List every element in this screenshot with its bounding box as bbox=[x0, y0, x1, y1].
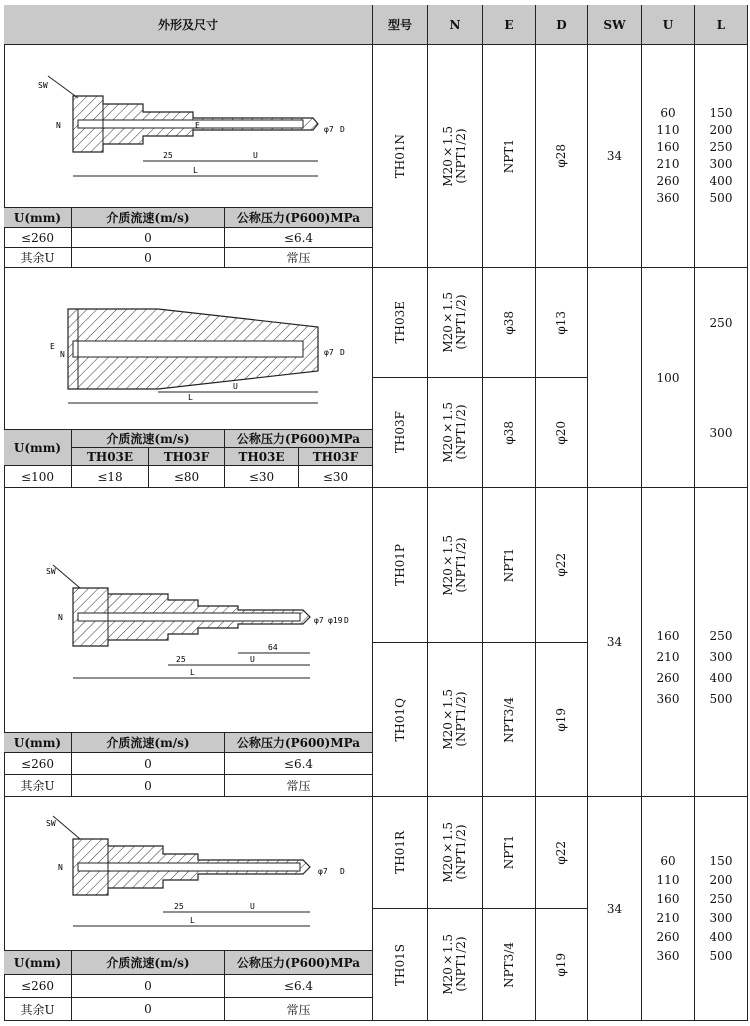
e-value: NPT3/4 bbox=[501, 696, 516, 743]
u-label: U bbox=[250, 655, 255, 664]
model-cell bbox=[373, 268, 428, 378]
e-value: φ38 bbox=[501, 310, 516, 335]
row-velocity: 0 bbox=[72, 998, 225, 1021]
u-value: 110 bbox=[656, 872, 680, 887]
u-value: 260 bbox=[656, 174, 680, 188]
l-label: L bbox=[190, 915, 195, 925]
row-pressure: ≤6.4 bbox=[225, 228, 373, 248]
sub-model-th03f: TH03F bbox=[299, 448, 373, 466]
model-th01p: TH01P bbox=[392, 544, 407, 586]
sub-header-u: U(mm) bbox=[4, 430, 72, 466]
row-u: 其余U bbox=[4, 998, 72, 1021]
l-value: 300 bbox=[709, 157, 733, 171]
row-velocity: 0 bbox=[72, 228, 225, 248]
e-value: φ38 bbox=[501, 420, 516, 445]
sw-value: 34 bbox=[606, 901, 623, 916]
d-value: φ19 bbox=[554, 707, 568, 732]
model-th03e: TH03E bbox=[392, 301, 407, 344]
n-label: N bbox=[56, 121, 61, 130]
model-cell bbox=[373, 488, 428, 643]
n-cell bbox=[428, 488, 483, 643]
sub-header-velocity: 介质流速(m/s) bbox=[72, 430, 225, 448]
header-d: D bbox=[536, 5, 588, 45]
u-label: U bbox=[233, 381, 238, 391]
thermowell-drawing-th01pq bbox=[18, 510, 358, 710]
header-shape: 外形及尺寸 bbox=[4, 5, 373, 45]
drawing-cell-4 bbox=[4, 797, 373, 951]
row-velocity: 0 bbox=[72, 775, 225, 797]
e-value: NPT1 bbox=[501, 138, 516, 174]
model-th01s: TH01S bbox=[392, 943, 407, 986]
l-value: 250 bbox=[709, 891, 733, 906]
l-value: 300 bbox=[709, 425, 733, 440]
sw-label: SW bbox=[38, 81, 48, 90]
e-label: E bbox=[50, 341, 55, 351]
phi7-label: φ7 bbox=[324, 347, 334, 357]
d-cell bbox=[536, 488, 588, 643]
u-value: 210 bbox=[656, 157, 680, 171]
sw-value: 34 bbox=[606, 149, 623, 163]
row-u: 其余U bbox=[4, 775, 72, 797]
u-values bbox=[657, 105, 680, 207]
n-cell bbox=[428, 378, 483, 488]
sub-header-pressure: 公称压力(P600)MPa bbox=[225, 208, 373, 228]
n-value: M20×1.5 (NPT1/2) bbox=[441, 534, 468, 596]
row-velocity-th03e: ≤18 bbox=[72, 466, 149, 488]
l-value: 150 bbox=[709, 106, 733, 120]
d-label: D bbox=[340, 125, 345, 134]
e-cell bbox=[483, 909, 536, 1021]
model-th01n: TH01N bbox=[392, 133, 407, 179]
row-pressure: 常压 bbox=[225, 998, 373, 1021]
u-value: 360 bbox=[656, 948, 680, 963]
l-cell bbox=[695, 797, 748, 1021]
d-value: φ19 bbox=[554, 952, 568, 977]
u-label: U bbox=[250, 901, 255, 911]
drawing-cell-3 bbox=[4, 488, 373, 733]
n-cell bbox=[428, 909, 483, 1021]
u-value: 210 bbox=[656, 910, 680, 925]
model-th01q: TH01Q bbox=[392, 697, 407, 742]
header-model: 型号 bbox=[373, 5, 428, 45]
n-cell bbox=[428, 797, 483, 909]
d-cell bbox=[536, 268, 588, 378]
sub-header-u: U(mm) bbox=[4, 208, 72, 228]
row-pressure: ≤6.4 bbox=[225, 975, 373, 998]
e-cell bbox=[483, 797, 536, 909]
row-velocity-th03f: ≤80 bbox=[149, 466, 225, 488]
l-value: 500 bbox=[709, 191, 733, 205]
row-velocity: 0 bbox=[72, 248, 225, 268]
d-value: φ22 bbox=[554, 840, 568, 865]
l-value: 150 bbox=[709, 853, 733, 868]
sub-model-th03f: TH03F bbox=[149, 448, 225, 466]
d-cell bbox=[536, 797, 588, 909]
row-pressure-th03f: ≤30 bbox=[299, 466, 373, 488]
u-value: 60 bbox=[660, 853, 676, 868]
sub-header-pressure: 公称压力(P600)MPa bbox=[225, 733, 373, 753]
d-value: φ28 bbox=[554, 144, 568, 168]
u-value: 160 bbox=[656, 629, 680, 643]
n-value: M20×1.5 (NPT1/2) bbox=[441, 402, 468, 463]
u-value: 260 bbox=[656, 929, 680, 944]
l-label: L bbox=[190, 668, 195, 677]
u-cell bbox=[642, 268, 695, 488]
e-cell bbox=[483, 643, 536, 797]
sub-header-u: U(mm) bbox=[4, 951, 72, 975]
phi7-label: φ7 bbox=[324, 125, 334, 134]
dim-64: 64 bbox=[268, 643, 278, 652]
model-th03f: TH03F bbox=[392, 411, 407, 454]
n-value: M20×1.5 (NPT1/2) bbox=[441, 125, 468, 187]
d-cell bbox=[536, 643, 588, 797]
header-l: L bbox=[695, 5, 748, 45]
e-cell bbox=[483, 488, 536, 643]
e-value: NPT3/4 bbox=[501, 941, 516, 988]
sw-cell bbox=[588, 797, 642, 1021]
phi19-label: φ19 bbox=[328, 616, 343, 625]
n-label: N bbox=[58, 613, 63, 622]
e-value: NPT1 bbox=[501, 835, 516, 870]
n-label: N bbox=[60, 349, 65, 359]
e-cell bbox=[483, 378, 536, 488]
n-label: N bbox=[58, 862, 63, 872]
phi7-label: φ7 bbox=[318, 866, 328, 876]
model-cell bbox=[373, 378, 428, 488]
d-value: φ20 bbox=[554, 420, 568, 445]
u-value: 160 bbox=[656, 891, 680, 906]
u-values bbox=[657, 852, 680, 966]
u-cell bbox=[642, 45, 695, 268]
u-cell bbox=[642, 797, 695, 1021]
thermowell-drawing-th01n bbox=[18, 56, 358, 196]
model-cell bbox=[373, 909, 428, 1021]
l-cell bbox=[695, 488, 748, 797]
row-u: 其余U bbox=[4, 248, 72, 268]
thermowell-drawing-th01rs bbox=[18, 804, 358, 944]
u-value: 160 bbox=[656, 140, 680, 154]
l-value: 300 bbox=[709, 910, 733, 925]
sub-header-velocity: 介质流速(m/s) bbox=[72, 733, 225, 753]
row-u: ≤100 bbox=[4, 466, 72, 488]
n-value: M20×1.5 (NPT1/2) bbox=[441, 689, 468, 750]
u-values bbox=[657, 626, 680, 710]
sw-label: SW bbox=[46, 818, 56, 828]
u-value: 260 bbox=[656, 671, 680, 685]
e-label: E bbox=[195, 121, 200, 130]
l-cell bbox=[695, 45, 748, 268]
n-cell bbox=[428, 268, 483, 378]
n-value: M20×1.5 (NPT1/2) bbox=[441, 292, 468, 353]
row-pressure: 常压 bbox=[225, 775, 373, 797]
u-value: 110 bbox=[656, 123, 680, 137]
sub-header-velocity: 介质流速(m/s) bbox=[72, 208, 225, 228]
model-cell bbox=[373, 45, 428, 268]
header-sw: SW bbox=[588, 5, 642, 45]
row-u: ≤260 bbox=[4, 975, 72, 998]
model-cell bbox=[373, 643, 428, 797]
d-cell bbox=[536, 909, 588, 1021]
e-value: NPT1 bbox=[501, 547, 516, 583]
e-cell bbox=[483, 268, 536, 378]
dim-25: 25 bbox=[163, 151, 173, 160]
l-values bbox=[710, 852, 733, 966]
l-label: L bbox=[193, 166, 198, 175]
l-value: 400 bbox=[709, 671, 733, 685]
l-cell bbox=[695, 268, 748, 378]
l-values bbox=[710, 626, 733, 710]
d-value: φ13 bbox=[554, 310, 568, 335]
l-cell bbox=[695, 378, 748, 488]
l-label: L bbox=[188, 392, 193, 402]
row-pressure: ≤6.4 bbox=[225, 753, 373, 775]
row-pressure: 常压 bbox=[225, 248, 373, 268]
l-value: 400 bbox=[709, 929, 733, 944]
sub-header-u: U(mm) bbox=[4, 733, 72, 753]
u-label: U bbox=[253, 151, 258, 160]
d-value: φ22 bbox=[554, 553, 568, 577]
l-value: 200 bbox=[709, 872, 733, 887]
d-label: D bbox=[340, 866, 345, 876]
d-cell bbox=[536, 45, 588, 268]
header-u: U bbox=[642, 5, 695, 45]
l-value: 500 bbox=[709, 948, 733, 963]
sub-model-th03e: TH03E bbox=[72, 448, 149, 466]
phi7-label: φ7 bbox=[314, 616, 324, 625]
n-cell bbox=[428, 45, 483, 268]
model-th01r: TH01R bbox=[392, 831, 407, 874]
row-velocity: 0 bbox=[72, 753, 225, 775]
drawing-cell-2 bbox=[4, 268, 373, 430]
row-u: ≤260 bbox=[4, 753, 72, 775]
row-pressure-th03e: ≤30 bbox=[225, 466, 299, 488]
sw-value: 34 bbox=[606, 635, 623, 649]
n-value: M20×1.5 (NPT1/2) bbox=[441, 934, 468, 995]
sub-header-pressure: 公称压力(P600)MPa bbox=[225, 951, 373, 975]
sw-cell bbox=[588, 268, 642, 488]
model-cell bbox=[373, 797, 428, 909]
e-cell bbox=[483, 45, 536, 268]
u-value: 360 bbox=[656, 692, 680, 706]
d-label: D bbox=[340, 347, 345, 357]
d-cell bbox=[536, 378, 588, 488]
l-value: 250 bbox=[709, 140, 733, 154]
sw-cell bbox=[588, 488, 642, 797]
sub-header-pressure: 公称压力(P600)MPa bbox=[225, 430, 373, 448]
l-value: 500 bbox=[709, 692, 733, 706]
u-cell bbox=[642, 488, 695, 797]
u-value: 360 bbox=[656, 191, 680, 205]
header-e: E bbox=[483, 5, 536, 45]
n-value: M20×1.5 (NPT1/2) bbox=[441, 822, 468, 883]
row-u: ≤260 bbox=[4, 228, 72, 248]
sub-model-th03e: TH03E bbox=[225, 448, 299, 466]
sub-header-velocity: 介质流速(m/s) bbox=[72, 951, 225, 975]
n-cell bbox=[428, 643, 483, 797]
l-value: 250 bbox=[709, 629, 733, 643]
thermowell-drawing-th03 bbox=[18, 279, 358, 419]
l-values bbox=[710, 105, 733, 207]
u-value: 210 bbox=[656, 650, 680, 664]
l-value: 250 bbox=[709, 316, 733, 330]
u-value: 60 bbox=[660, 106, 676, 120]
sw-label: SW bbox=[46, 567, 56, 576]
l-value: 300 bbox=[709, 650, 733, 664]
header-n: N bbox=[428, 5, 483, 45]
l-value: 400 bbox=[709, 174, 733, 188]
dim-25: 25 bbox=[174, 901, 184, 911]
row-velocity: 0 bbox=[72, 975, 225, 998]
l-value: 200 bbox=[709, 123, 733, 137]
dim-25: 25 bbox=[176, 655, 186, 664]
u-value: 100 bbox=[656, 370, 680, 385]
d-label: D bbox=[344, 616, 349, 625]
sw-cell bbox=[588, 45, 642, 268]
drawing-cell-1 bbox=[4, 45, 373, 208]
